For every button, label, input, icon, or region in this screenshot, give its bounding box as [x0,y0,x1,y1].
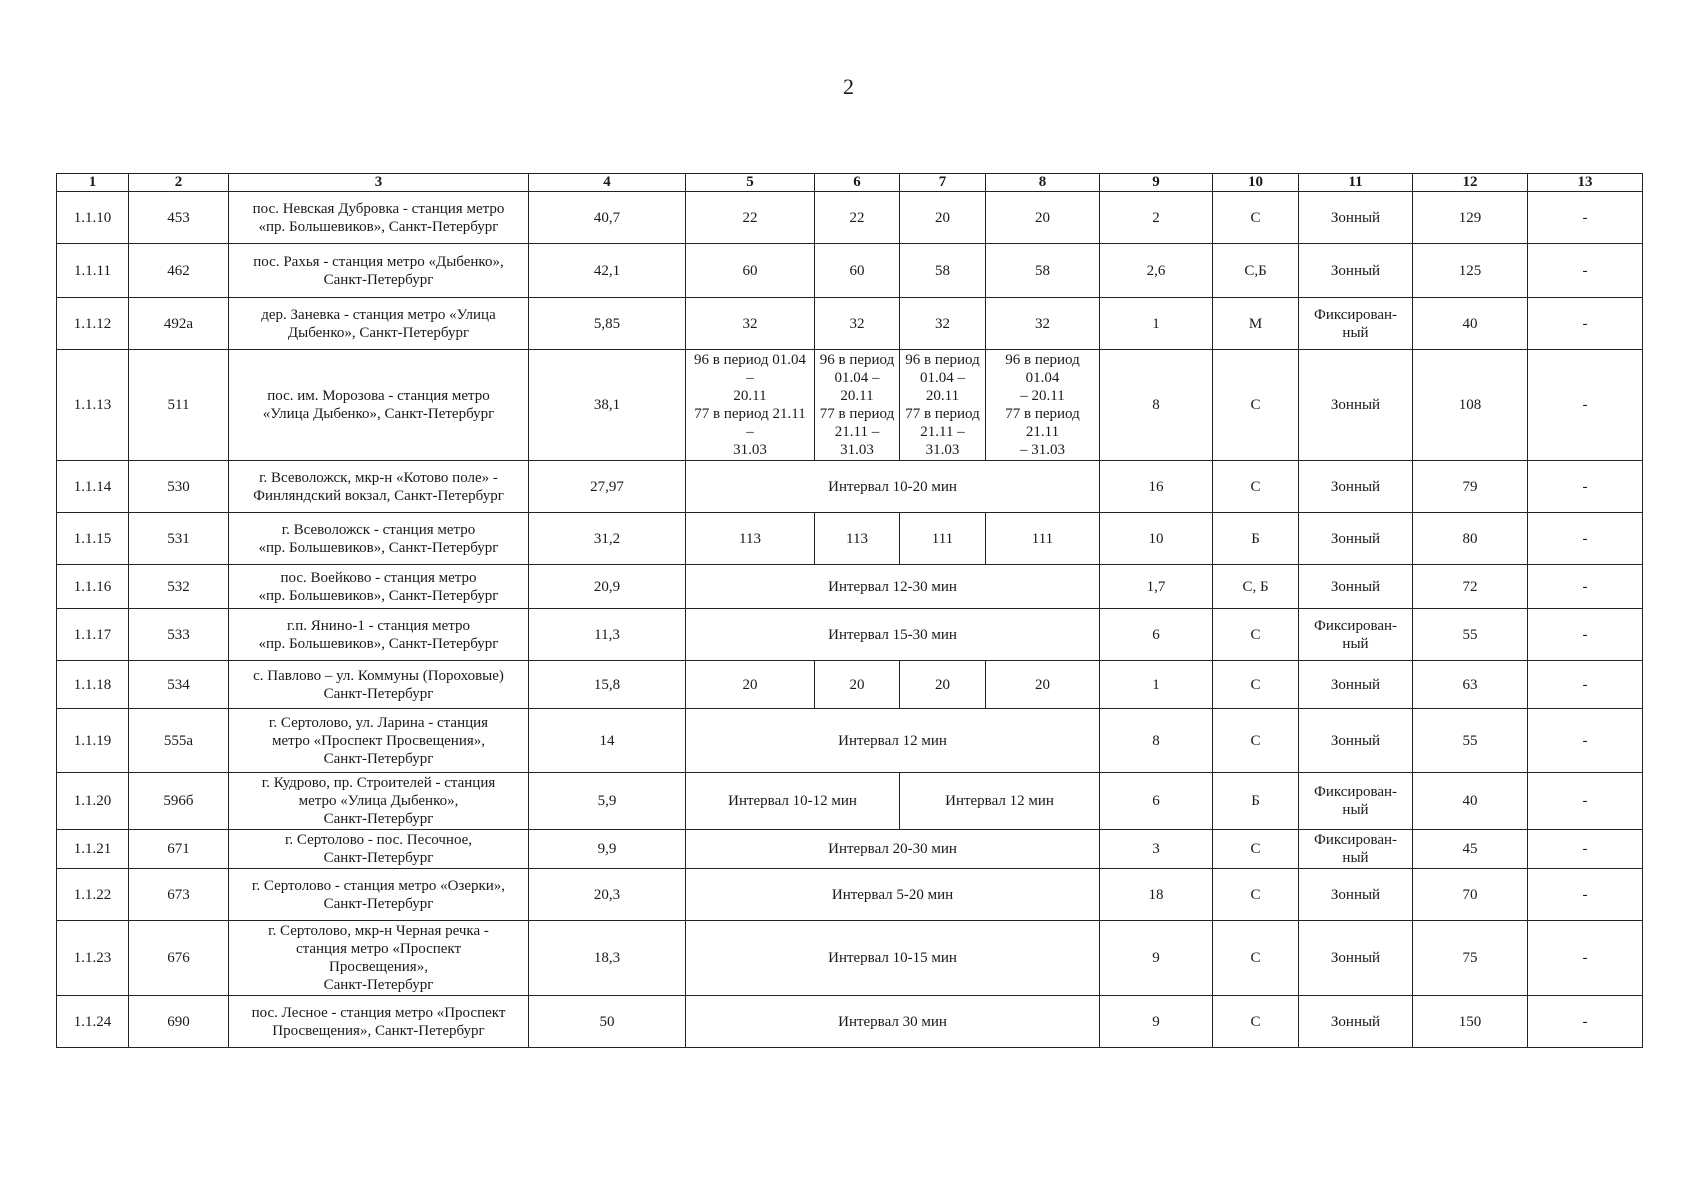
col-9-value: 9 [1100,921,1213,996]
col-7-value: 20 [900,192,986,244]
column-header-2: 2 [129,174,229,192]
col-12-value: 40 [1413,298,1528,350]
col-12-value: 80 [1413,513,1528,565]
col-9-value: 9 [1100,996,1213,1048]
col-13-value: - [1528,461,1643,513]
col-5-value: 22 [686,192,815,244]
route-length: 31,2 [529,513,686,565]
col-10-value: С, Б [1213,565,1299,609]
row-id: 1.1.15 [57,513,129,565]
col-8-value: 20 [986,661,1100,709]
route-description: г. Всеволожск - станция метро «пр. Большевиков», Санкт-Петербург [229,513,529,565]
row-id: 1.1.12 [57,298,129,350]
table-row [57,350,1643,461]
table-row [57,869,1643,921]
row-id: 1.1.17 [57,609,129,661]
col-12-value: 70 [1413,869,1528,921]
route-number: 671 [129,830,229,869]
column-header-11: 11 [1299,174,1413,192]
col-8-value: 32 [986,298,1100,350]
col-13-value: - [1528,565,1643,609]
row-id: 1.1.13 [57,350,129,461]
table-row [57,709,1643,773]
col-9-value: 3 [1100,830,1213,869]
route-number: 533 [129,609,229,661]
col-5-value: 32 [686,298,815,350]
col-9-value: 16 [1100,461,1213,513]
col-12-value: 79 [1413,461,1528,513]
table-row [57,609,1643,661]
tariff-type: Фиксирован- ный [1299,773,1413,830]
col-9-value: 10 [1100,513,1213,565]
route-number: 690 [129,996,229,1048]
column-header-9: 9 [1100,174,1213,192]
col-10-value: С [1213,609,1299,661]
route-number: 532 [129,565,229,609]
col-9-value: 1 [1100,298,1213,350]
route-length: 9,9 [529,830,686,869]
row-id: 1.1.10 [57,192,129,244]
interval-cell: Интервал 30 мин [686,996,1100,1048]
table-row [57,773,1643,830]
route-number: 673 [129,869,229,921]
col-12-value: 45 [1413,830,1528,869]
tariff-type: Зонный [1299,869,1413,921]
col-13-value: - [1528,996,1643,1048]
col-9-value: 1,7 [1100,565,1213,609]
column-header-8: 8 [986,174,1100,192]
route-description: г. Всеволожск, мкр-н «Котово поле» - Финляндский вокзал, Санкт-Петербург [229,461,529,513]
column-header-6: 6 [815,174,900,192]
column-header-10: 10 [1213,174,1299,192]
col-13-value: - [1528,830,1643,869]
col-9-value: 8 [1100,709,1213,773]
tariff-type: Зонный [1299,996,1413,1048]
route-number: 530 [129,461,229,513]
row-id: 1.1.24 [57,996,129,1048]
col-7-value: 20 [900,661,986,709]
col-8-value: 20 [986,192,1100,244]
col-8-value: 96 в период 01.04 – 20.11 77 в период 21.11 – 31.03 [986,350,1100,461]
tariff-type: Зонный [1299,709,1413,773]
tariff-type: Фиксирован- ный [1299,298,1413,350]
col-10-value: С [1213,661,1299,709]
col-13-value: - [1528,869,1643,921]
col-5-value: 113 [686,513,815,565]
tariff-type: Зонный [1299,661,1413,709]
table-row [57,661,1643,709]
col-10-value: Б [1213,513,1299,565]
table-row [57,996,1643,1048]
route-length: 15,8 [529,661,686,709]
col-10-value: С [1213,461,1299,513]
col-13-value: - [1528,921,1643,996]
route-number: 492а [129,298,229,350]
col-10-value: С [1213,192,1299,244]
col-12-value: 125 [1413,244,1528,298]
row-id: 1.1.11 [57,244,129,298]
col-7-value: 58 [900,244,986,298]
row-id: 1.1.21 [57,830,129,869]
row-id: 1.1.18 [57,661,129,709]
route-length: 20,3 [529,869,686,921]
row-id: 1.1.22 [57,869,129,921]
route-description: г. Сертолово, мкр-н Черная речка - станция метро «Проспект Просвещения», Санкт-Петербург [229,921,529,996]
route-number: 555а [129,709,229,773]
route-length: 27,97 [529,461,686,513]
interval-cell: Интервал 10-20 мин [686,461,1100,513]
route-description: пос. Воейково - станция метро «пр. Большевиков», Санкт-Петербург [229,565,529,609]
col-10-value: С [1213,921,1299,996]
interval-cell: Интервал 5-20 мин [686,869,1100,921]
interval-cell: Интервал 15-30 мин [686,609,1100,661]
route-number: 531 [129,513,229,565]
col-9-value: 18 [1100,869,1213,921]
tariff-type: Зонный [1299,244,1413,298]
col-12-value: 108 [1413,350,1528,461]
table-row [57,921,1643,996]
interval-cell: Интервал 10-15 мин [686,921,1100,996]
col-9-value: 2 [1100,192,1213,244]
row-id: 1.1.14 [57,461,129,513]
col-13-value: - [1528,350,1643,461]
route-length: 50 [529,996,686,1048]
col-10-value: Б [1213,773,1299,830]
col-9-value: 8 [1100,350,1213,461]
header-row [57,174,1643,192]
col-6-value: 32 [815,298,900,350]
route-description: г. Сертолово, ул. Ларина - станция метро «Проспект Просвещения», Санкт-Петербург [229,709,529,773]
col-7-value: 111 [900,513,986,565]
interval-cell-b: Интервал 12 мин [900,773,1100,830]
route-length: 11,3 [529,609,686,661]
table-body [57,192,1643,1048]
interval-cell-a: Интервал 10-12 мин [686,773,900,830]
route-number: 596б [129,773,229,830]
col-12-value: 129 [1413,192,1528,244]
col-5-value: 96 в период 01.04 – 20.11 77 в период 21.11 – 31.03 [686,350,815,461]
route-description: г. Сертолово - станция метро «Озерки», Санкт-Петербург [229,869,529,921]
tariff-type: Зонный [1299,350,1413,461]
table-row [57,298,1643,350]
col-12-value: 72 [1413,565,1528,609]
row-id: 1.1.16 [57,565,129,609]
col-10-value: С [1213,830,1299,869]
route-description: пос. Невская Дубровка - станция метро «пр. Большевиков», Санкт-Петербург [229,192,529,244]
col-5-value: 20 [686,661,815,709]
route-length: 14 [529,709,686,773]
route-number: 511 [129,350,229,461]
tariff-type: Фиксирован- ный [1299,609,1413,661]
route-description: пос. Рахья - станция метро «Дыбенко», Санкт-Петербург [229,244,529,298]
col-6-value: 22 [815,192,900,244]
row-id: 1.1.19 [57,709,129,773]
route-description: г. Сертолово - пос. Песочное, Санкт-Петербург [229,830,529,869]
page-number: 2 [843,74,854,99]
col-8-value: 111 [986,513,1100,565]
col-12-value: 75 [1413,921,1528,996]
route-description: дер. Заневка - станция метро «Улица Дыбенко», Санкт-Петербург [229,298,529,350]
col-9-value: 2,6 [1100,244,1213,298]
route-number: 534 [129,661,229,709]
row-id: 1.1.20 [57,773,129,830]
route-number: 453 [129,192,229,244]
route-description: пос. им. Морозова - станция метро «Улица Дыбенко», Санкт-Петербург [229,350,529,461]
tariff-type: Зонный [1299,513,1413,565]
route-length: 20,9 [529,565,686,609]
route-length: 40,7 [529,192,686,244]
route-length: 42,1 [529,244,686,298]
col-12-value: 63 [1413,661,1528,709]
route-number: 676 [129,921,229,996]
column-header-3: 3 [229,174,529,192]
column-header-7: 7 [900,174,986,192]
column-header-4: 4 [529,174,686,192]
col-13-value: - [1528,192,1643,244]
col-6-value: 113 [815,513,900,565]
tariff-type: Зонный [1299,565,1413,609]
table-row [57,830,1643,869]
col-13-value: - [1528,513,1643,565]
col-12-value: 55 [1413,709,1528,773]
col-10-value: С [1213,350,1299,461]
col-9-value: 6 [1100,609,1213,661]
interval-cell: Интервал 12 мин [686,709,1100,773]
col-10-value: С,Б [1213,244,1299,298]
table-row [57,513,1643,565]
col-6-value: 20 [815,661,900,709]
table-row [57,192,1643,244]
table-row [57,565,1643,609]
interval-cell: Интервал 12-30 мин [686,565,1100,609]
col-13-value: - [1528,609,1643,661]
col-13-value: - [1528,661,1643,709]
table-row [57,244,1643,298]
route-length: 5,85 [529,298,686,350]
col-9-value: 6 [1100,773,1213,830]
col-12-value: 40 [1413,773,1528,830]
table-row [57,461,1643,513]
route-description: г. Кудрово, пр. Строителей - станция метро «Улица Дыбенко», Санкт-Петербург [229,773,529,830]
col-7-value: 96 в период 01.04 – 20.11 77 в период 21.11 – 31.03 [900,350,986,461]
route-description: г.п. Янино-1 - станция метро «пр. Большевиков», Санкт-Петербург [229,609,529,661]
col-7-value: 32 [900,298,986,350]
col-13-value: - [1528,709,1643,773]
routes-table [56,173,1643,1048]
col-9-value: 1 [1100,661,1213,709]
col-12-value: 55 [1413,609,1528,661]
col-10-value: С [1213,709,1299,773]
interval-cell: Интервал 20-30 мин [686,830,1100,869]
col-12-value: 150 [1413,996,1528,1048]
tariff-type: Зонный [1299,192,1413,244]
tariff-type: Зонный [1299,461,1413,513]
route-length: 5,9 [529,773,686,830]
route-length: 38,1 [529,350,686,461]
col-13-value: - [1528,773,1643,830]
route-length: 18,3 [529,921,686,996]
col-8-value: 58 [986,244,1100,298]
route-description: пос. Лесное - станция метро «Проспект Просвещения», Санкт-Петербург [229,996,529,1048]
column-header-1: 1 [57,174,129,192]
row-id: 1.1.23 [57,921,129,996]
col-5-value: 60 [686,244,815,298]
col-10-value: С [1213,996,1299,1048]
column-header-12: 12 [1413,174,1528,192]
col-6-value: 60 [815,244,900,298]
col-13-value: - [1528,244,1643,298]
col-10-value: С [1213,869,1299,921]
column-header-13: 13 [1528,174,1643,192]
route-number: 462 [129,244,229,298]
route-description: с. Павлово – ул. Коммуны (Пороховые) Санкт-Петербург [229,661,529,709]
col-6-value: 96 в период 01.04 – 20.11 77 в период 21.11 – 31.03 [815,350,900,461]
column-header-5: 5 [686,174,815,192]
tariff-type: Фиксирован- ный [1299,830,1413,869]
col-13-value: - [1528,298,1643,350]
col-10-value: М [1213,298,1299,350]
tariff-type: Зонный [1299,921,1413,996]
